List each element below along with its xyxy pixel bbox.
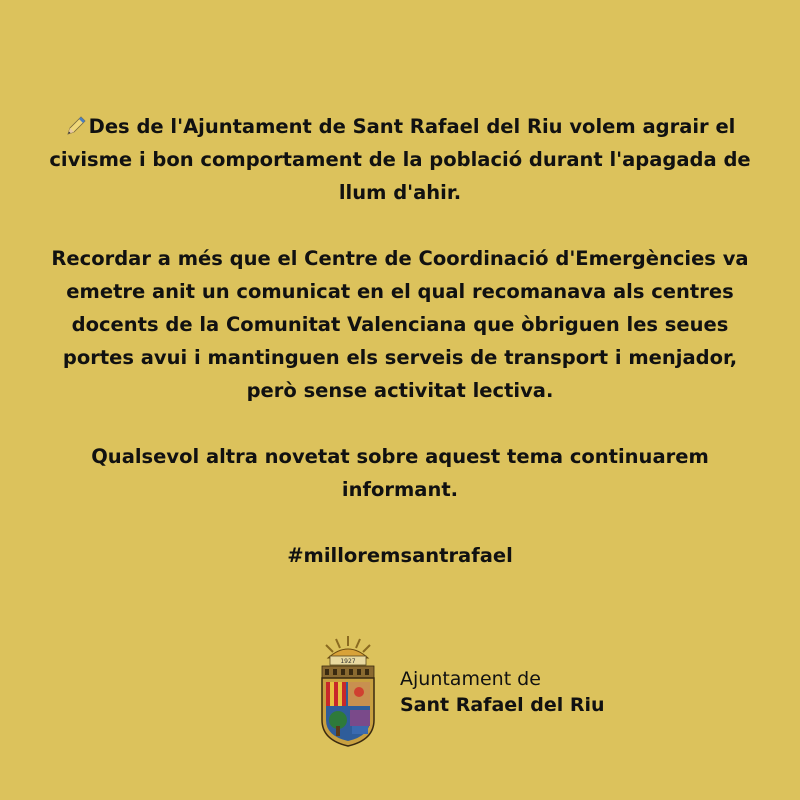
hashtag: #milloremsantrafael — [287, 544, 513, 567]
footer-signature — [312, 632, 605, 752]
paragraph-thanks — [40, 110, 760, 209]
footer-line-2: Sant Rafael del Riu — [400, 694, 605, 716]
paragraph-recommendation: Recordar a més que el Centre de Coordinació d'Emergències va emetre anit un comunicat en el qual recomanava als centres docents de la Comunitat Valenciana que òbriguen les seues portes avui i mantinguen els serveis de transport i menjador, però sense activitat lectiva. — [51, 247, 749, 402]
footer-line-1: Ajuntament de — [400, 668, 541, 690]
municipality-name — [400, 666, 605, 718]
coat-of-arms-icon — [312, 632, 384, 752]
announcement-body — [40, 110, 760, 605]
pencil-icon — [65, 115, 87, 137]
paragraph-updates: Qualsevol altra novetat sobre aquest tema continuarem informant. — [91, 445, 709, 501]
crest-year: 1927 — [340, 658, 356, 665]
paragraph-1-text: Des de l'Ajuntament de Sant Rafael del Riu volem agrair el civisme i bon comportament de la població durant l'apagada de llum d'ahir. — [49, 115, 751, 204]
